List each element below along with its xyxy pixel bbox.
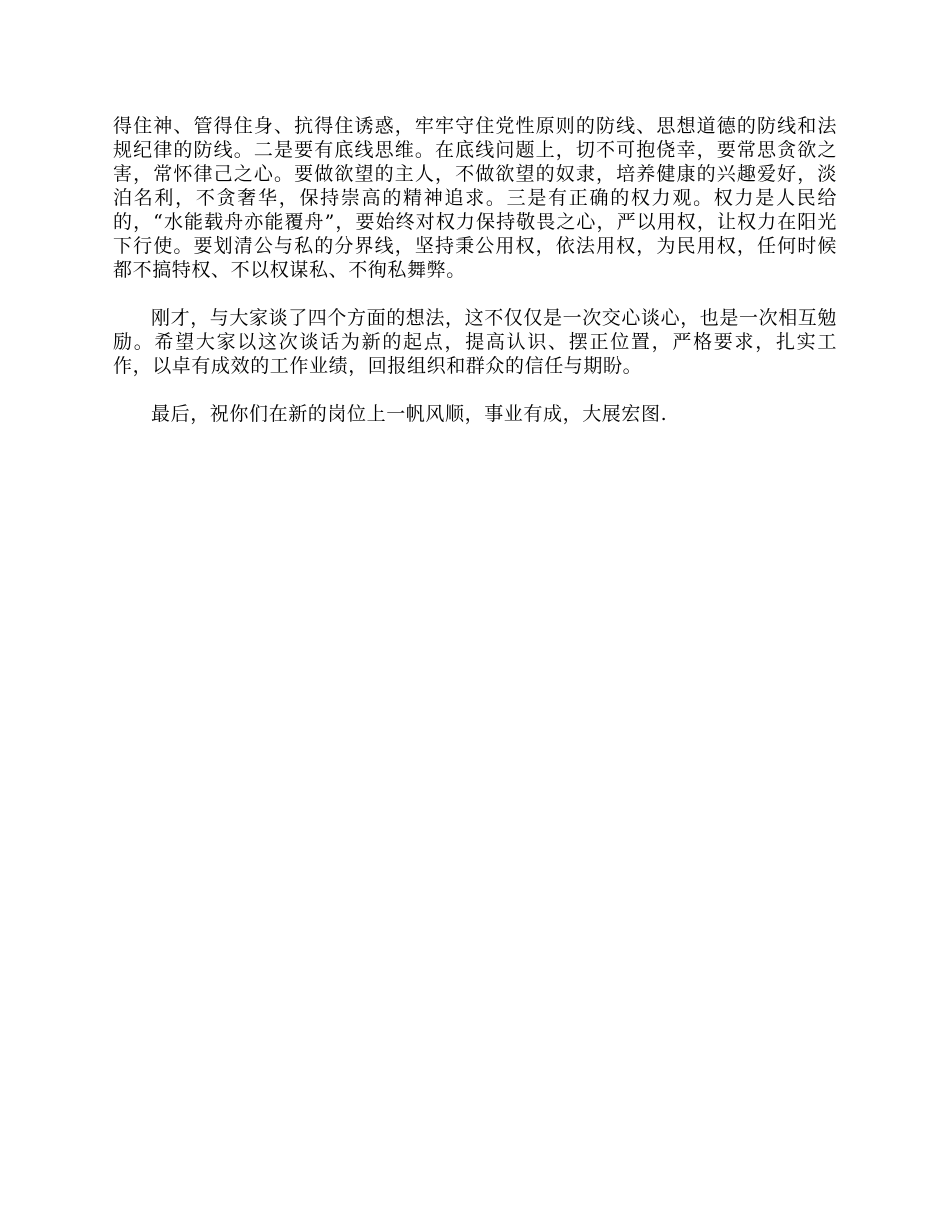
document-body	[113, 114, 837, 426]
paragraph-gap	[113, 378, 837, 402]
paragraph-continued: 得住神、管得住身、抗得住诱惑，牢牢守住党性原则的防线、思想道德的防线和法规纪律的防线。二是要有底线思维。在底线问题上，切不可抱侥幸，要常思贪欲之害，常怀律己之心。要做欲望的主人，不做欲望的奴隶，培养健康的兴趣爱好，淡泊名利，不贪奢华，保持崇高的精神追求。三是有正确的权力观。权力是人民给的，“水能载舟亦能覆舟”，要始终对权力保持敬畏之心，严以用权，让权力在阳光下行使。要划清公与私的分界线，坚持秉公用权，依法用权，为民用权，任何时候都不搞特权、不以权谋私、不徇私舞弊。	[113, 115, 837, 281]
paragraph-gap	[113, 282, 837, 306]
paragraph-closing-remarks: 刚才，与大家谈了四个方面的想法，这不仅仅是一次交心谈心，也是一次相互勉励。希望大家以这次谈话为新的起点，提高认识、摆正位置，严格要求，扎实工作，以卓有成效的工作业绩，回报组织和群众的信任与期盼。	[113, 307, 838, 377]
paragraph-final-wishes: 最后，祝你们在新的岗位上一帆风顺，事业有成，大展宏图.	[151, 403, 668, 425]
